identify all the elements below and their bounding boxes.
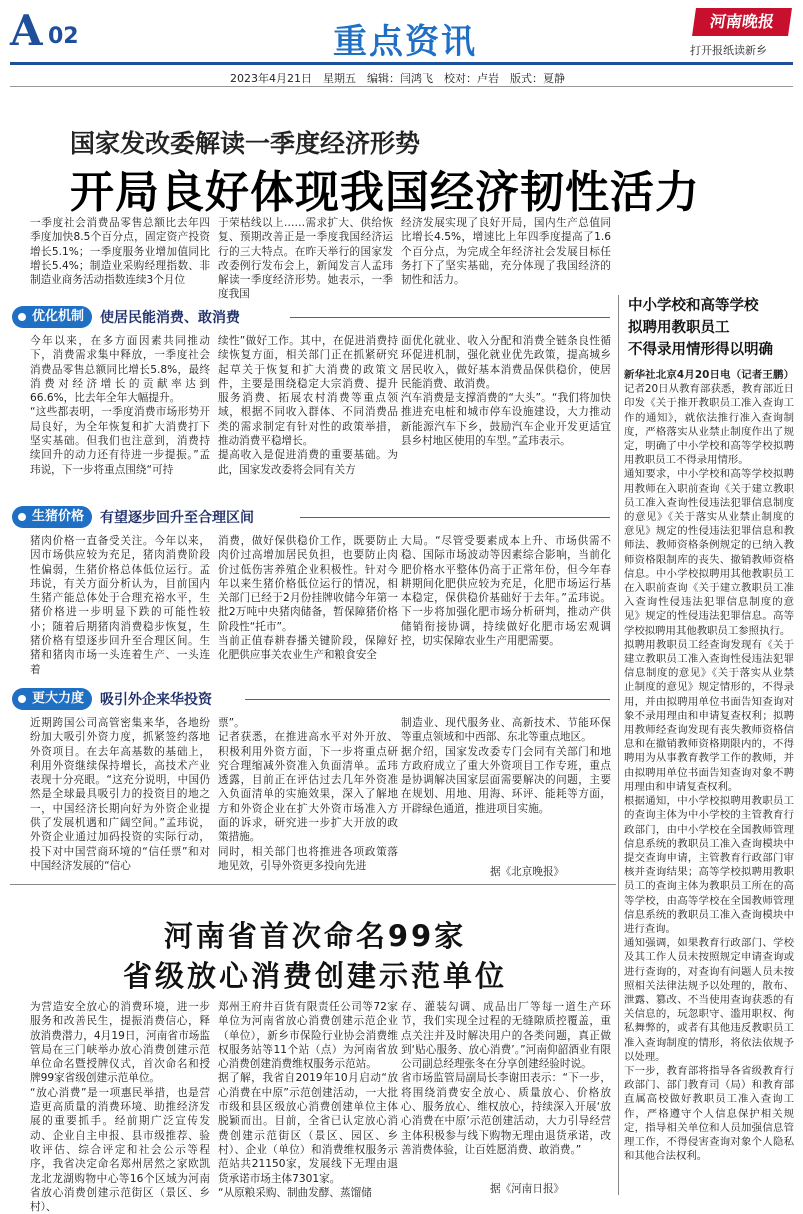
section1-col-1: 今年以来，在多方面因素共同推动下，消费需求集中释放，一季度社会消费品零售总额同比增长5.8%，最终消费对经济增长的贡献率达到66.6%，比去年全年大幅提升。 “这些都表明，一季度消费市场形势开局良好，为全年恢复和扩大消费打下坚实基础。但我们也注意到，消费持续回升的动力还有待进一步提振。”孟玮说，下一步将重点围绕“可持 xyxy=(30,335,210,476)
brand-slogan: 打开报纸读新乡 xyxy=(690,44,767,57)
section-divider xyxy=(300,517,610,518)
article-source: 据《北京晚报》 xyxy=(490,866,565,878)
section-divider xyxy=(290,317,610,318)
section-pill xyxy=(12,506,92,528)
lead-col-2: 于荣枯线以上……需求扩大、供给恢复、预期改善正是一季度我国经济运行的三大特点。在昨天举行的国家发改委例行发布会上，新闻发言人孟玮解读一季度经济形势。她表示，一季度我国 xyxy=(218,217,393,301)
section-pill xyxy=(12,306,92,328)
section2-col-2: 消费，做好保供稳价工作，既要防止肉价过高增加居民负担，也要防止肉价过低伤害养殖企业积极性。针对今年以来生猪价格低位运行的情况，相关部门已经于2月份挂牌收储今年第一批2万吨中央猪肉储备，暂保障猪价格阶段性“托市”。 当前正值春耕春播关键阶段，保障好化肥供应事关农业生产和粮食安全 xyxy=(218,535,398,662)
bullet-dot-icon xyxy=(18,513,26,521)
second-col-3: 存、灌装勾调、成品出厂等每一道生产环节，我们实现全过程的无缝隙质控覆盖，重点关注并及时解决用户的各类问题，真正做到‘贴心服务、放心消费’。”河南仰韶酒业有限公司副总经理张冬在分享创建经验时说。 省市场监管局副局长李谢田表示：“下一步，将围绕消费安全放心、质量放心、价格放心、服务放心、维权放心，持续深入开展‘放心消费在中原’示范创建活动，大力引导经营主体积极参与线下购物无理由退货承诺，改善消费体验，让百姓愿消费、敢消费。” xyxy=(401,1001,611,1156)
section3-col-3: 制造业、现代服务业、高新技术、节能环保等重点领域和中西部、东北等重点地区。 据介绍，国家发改委专门会同有关部门和地方政府成立了重大外资项目工作专班，重点是协调解决国家层面需要解决的问题，主要在规划、用地、用海、环评、能耗等方面，开辟绿色通道，推进项目实施。 xyxy=(401,717,611,815)
column-divider xyxy=(618,295,619,1195)
lead-col-3: 经济发展实现了良好开局，国内生产总值同比增长4.5%，增速比上年四季度提高了1.6个百分点，为完成全年经济社会发展目标任务打下了坚实基础，充分体现了我国经济的韧性和活力。 xyxy=(401,217,611,287)
bullet-dot-icon xyxy=(18,695,26,703)
sidebar-title-line-3: 不得录用情形得以明确 xyxy=(628,342,773,358)
section-tag-pig-price xyxy=(12,506,254,528)
masthead-rule xyxy=(10,62,793,65)
second-article-source: 据《河南日报》 xyxy=(490,1183,565,1195)
section-tag-foreign-investment xyxy=(12,688,212,710)
article-headline: 开局良好体现我国经济韧性活力 xyxy=(70,167,700,218)
section2-col-1: 猪肉价格一直备受关注。今年以来，因市场供应较为充足，猪肉消费阶段性偏弱，生猪价格总体低位运行。孟玮说，有关方面分析认为，目前国内生猪产能总体处于合理充裕水平，生猪价格进一步明显下跌的可能性较小；随着后期猪肉消费稳步恢复，生猪价格有望逐步回升至合理区间。生猪和猪肉市场一头连着生产、一头连着 xyxy=(30,535,210,676)
section1-col-3: 面优化就业、收入分配和消费全链条良性循环促进机制，强化就业优先政策，提高城乡居民收入，做好基本消费品保供稳价，使居民能消费、敢消费。 汽车消费是支撑消费的“大头”。“我们将加快推进充电桩和城市停车设施建设，大力推动新能源汽车下乡，鼓励汽车企业开发更适宜县乡村地区使用的车型。”孟玮表示。 xyxy=(401,335,611,448)
sidebar-byline: 新华社北京4月20日电（记者王鹏） xyxy=(624,369,794,381)
second-col-1: 为营造安全放心的消费环境，进一步服务和改善民生，提振消费信心，释放消费潜力，4月19日，河南省市场监管局在三门峡举办放心消费创建示范单位命名暨授牌仪式，首次命名和授牌99家省级创建示范单位。 “放心消费”是一项惠民举措，也是营造更高质量的消费环境、助推经济发展的重要抓手。经前期广泛宣传发动、企业自主申报、县市级推荐、验收评估、综合评定和社会公示等程序，我省决定命名郑州居然之家欧凯龙北龙湖购物中心等16个区域为河南省放心消费创建示范街区（景区、乡村）、 xyxy=(30,1001,210,1214)
section-tag-label: 优化机制 xyxy=(32,309,85,324)
section3-col-2: 票”。 记者获悉，在推进高水平对外开放、积极利用外资方面，下一步将重点研究合理缩减外资准入负面清单。孟玮透露，目前正在评估过去几年外资准入负面清单的实施效果，深入了解地方和外资企业在扩大外资市场准入方面的诉求，研究进一步扩大开放的政策措施。 同时，相关部门也将推进各项政策落地见效，引导外资更多投向先进 xyxy=(218,717,398,872)
sidebar-text: 记者20日从教育部获悉，教育部近日印发《关于推开教职员工准入查询工作的通知》，就依法推行准入查询制度，严格落实从业禁止制度作出了规定，明确了中小学校和高等学校拟聘用教职员工不得录用情形。 通知要求，中小学校和高等学校拟聘用教师在入职前查询《关于建立教职员工准入查询性侵违法犯罪信息制度的意见》《关于落实从业禁止制度的意见》规定的性侵违法犯罪信息和教师法、教师资格条例规定的已纳入教师资格限制库的丧失、撤销教师资格信息。中小学校拟聘用其他教职员工在入职前查询《关于建立教职员工准入查询性侵违法犯罪信息制度的意见》规定的性侵违法犯罪信息。高等学校拟聘用其他教职员工参照执行。 拟聘用教职员工经查询发现有《关于建立教职员工准入查询性侵违法犯罪信息制度的意见》《关于落实从业禁止制度的意见》规定情形的，不得录用，并由拟聘用单位书面告知查询对象不录用理由和申请复查权利；拟聘用教师经查询发现有丧失教师资格信息和在撤销教师资格期限内的，不得聘用为从事教育教学工作的教师，并由拟聘用单位书面告知查询对象不聘用理由和申请复查权利。 根据通知，中小学校拟聘用教职员工的查询主体为中小学校的主管教育行政部门，由中小学校在全国教师管理信息系统的教职员工准入查询模块中提交查询申请，主管教育行政部门审核并查询结果；高等学校拟聘用教职员工的查询主体为教职员工所在的高等学校，由高等学校在全国教师管理信息系统的教职员工准入查询模块中进行查询。 通知强调，如果教育行政部门、学校及其工作人员未按照规定申请查询或进行查询的，对查询有问题人员未按照相关法律法规予以处理的，散布、泄露、篡改、不当使用查询获悉的有关信息的，玩忽职守、滥用职权、徇私舞弊的，或者有其他违反教职员工准入查询制度的情形，将依法依规予以处理。 下一步，教育部将指导各省级教育行政部门、部门教育司（局）和教育部直属高校做好教职员工准入查询工作，严格遵守个人信息保护相关规定，指导相关单位和人员加强信息管理工作，不得侵害查询对象个人隐私和其他合法权利。 xyxy=(624,383,794,1163)
section-subtitle: 使居民能消费、敢消费 xyxy=(100,310,241,326)
section-pill xyxy=(12,688,92,710)
sidebar-title-line-1: 中小学校和高等学校 xyxy=(628,298,759,314)
second-headline-line-2: 省级放心消费创建示范单位 xyxy=(122,959,507,993)
section-subtitle: 吸引外企来华投资 xyxy=(100,692,213,708)
sidebar-title-line-2: 拟聘用教职员工 xyxy=(628,320,730,336)
section-divider xyxy=(245,699,610,700)
second-headline-line-1: 河南省首次命名99家 xyxy=(163,919,467,953)
section-title: 重点资讯 xyxy=(333,22,477,62)
article-separator xyxy=(10,884,616,885)
section1-col-2: 续性”做好工作。其中，在促进消费持续恢复方面，相关部门正在抓紧研究起草关于恢复和扩大消费的政策文件，主要是围绕稳定大宗消费、提升服务消费、拓展农村消费等重点领域，根据不同收入群体、不同消费品类的需求制定有针对性的政策举措，推动消费平稳增长。 提高收入是促进消费的重要基础。为此，国家发改委将会同有关方 xyxy=(218,335,398,476)
section2-col-3: 大局。“尽管受要素成本上升、市场供需不稳、国际市场波动等因素综合影响，当前化肥价格水平整体仍高于正常年份，但今年春耕期间化肥供应较为充足，化肥市场运行基本稳定，保供稳价基础好于去年。”孟玮说。下一步将加强化肥市场分析研判，推动产供储销衔接协调，持续做好化肥市场宏观调控，切实保障农业生产用肥需要。 xyxy=(401,535,611,648)
section3-col-1: 近期跨国公司高管密集来华，各地纷纷加大吸引外资力度，抓紧签约落地外资项目。在去年高基数的基础上，利用外资继续保持增长，高技术产业表现十分亮眼。“这充分说明，中国仍然是全球最具吸引力的投资目的地之一，中国经济长期向好为外资企业提供了发展机遇和广阔空间。”孟玮说，外资企业通过加码投资的实际行动，投下对中国营商环境的“信任票”和对中国经济发展的“信心 xyxy=(30,717,210,872)
brand-logo: 河南晚报 xyxy=(692,8,792,36)
article-kicker: 国家发改委解读一季度经济形势 xyxy=(70,129,421,158)
bullet-dot-icon xyxy=(18,313,26,321)
section-tag-label: 生猪价格 xyxy=(32,509,85,524)
dateline-rule xyxy=(10,86,793,87)
section-tag-optimize xyxy=(12,306,240,328)
sidebar-body xyxy=(624,368,794,1194)
second-col-2: 郑州王府井百货有限责任公司等72家单位为河南省放心消费创建示范企业（单位），新乡市保险行业协会消费维权服务站等11个站（点）为河南省放心消费创建消费维权服务示范站。 据了解，我省自2019年10月启动“放心消费在中原”示范创建活动，一大批市级和县区级放心消费创建单位主体脱颖而出。目前，全省已认定放心消费创建示范街区（景区、园区、乡村）、企业（单位）和消费维权服务示范站共21150家，发展线下无理由退货承诺市场主体7301家。 “从原粮采购、制曲发酵、蒸馏储 xyxy=(218,1001,398,1199)
page-letter: A xyxy=(10,6,43,55)
section-tag-label: 更大力度 xyxy=(32,691,85,706)
lead-col-1: 一季度社会消费品零售总额比去年四季度加快8.5个百分点，固定资产投资增长5.1%；一季度服务业增加值同比增长5.4%；制造业采购经理指数、非制造业商务活动指数连续3个月位 xyxy=(30,217,210,287)
dateline: 2023年4月21日 星期五 编辑：闫鸿飞 校对：卢岩 版式：夏静 xyxy=(230,72,565,85)
section-subtitle: 有望逐步回升至合理区间 xyxy=(100,510,255,526)
page-number: 02 xyxy=(48,24,79,49)
